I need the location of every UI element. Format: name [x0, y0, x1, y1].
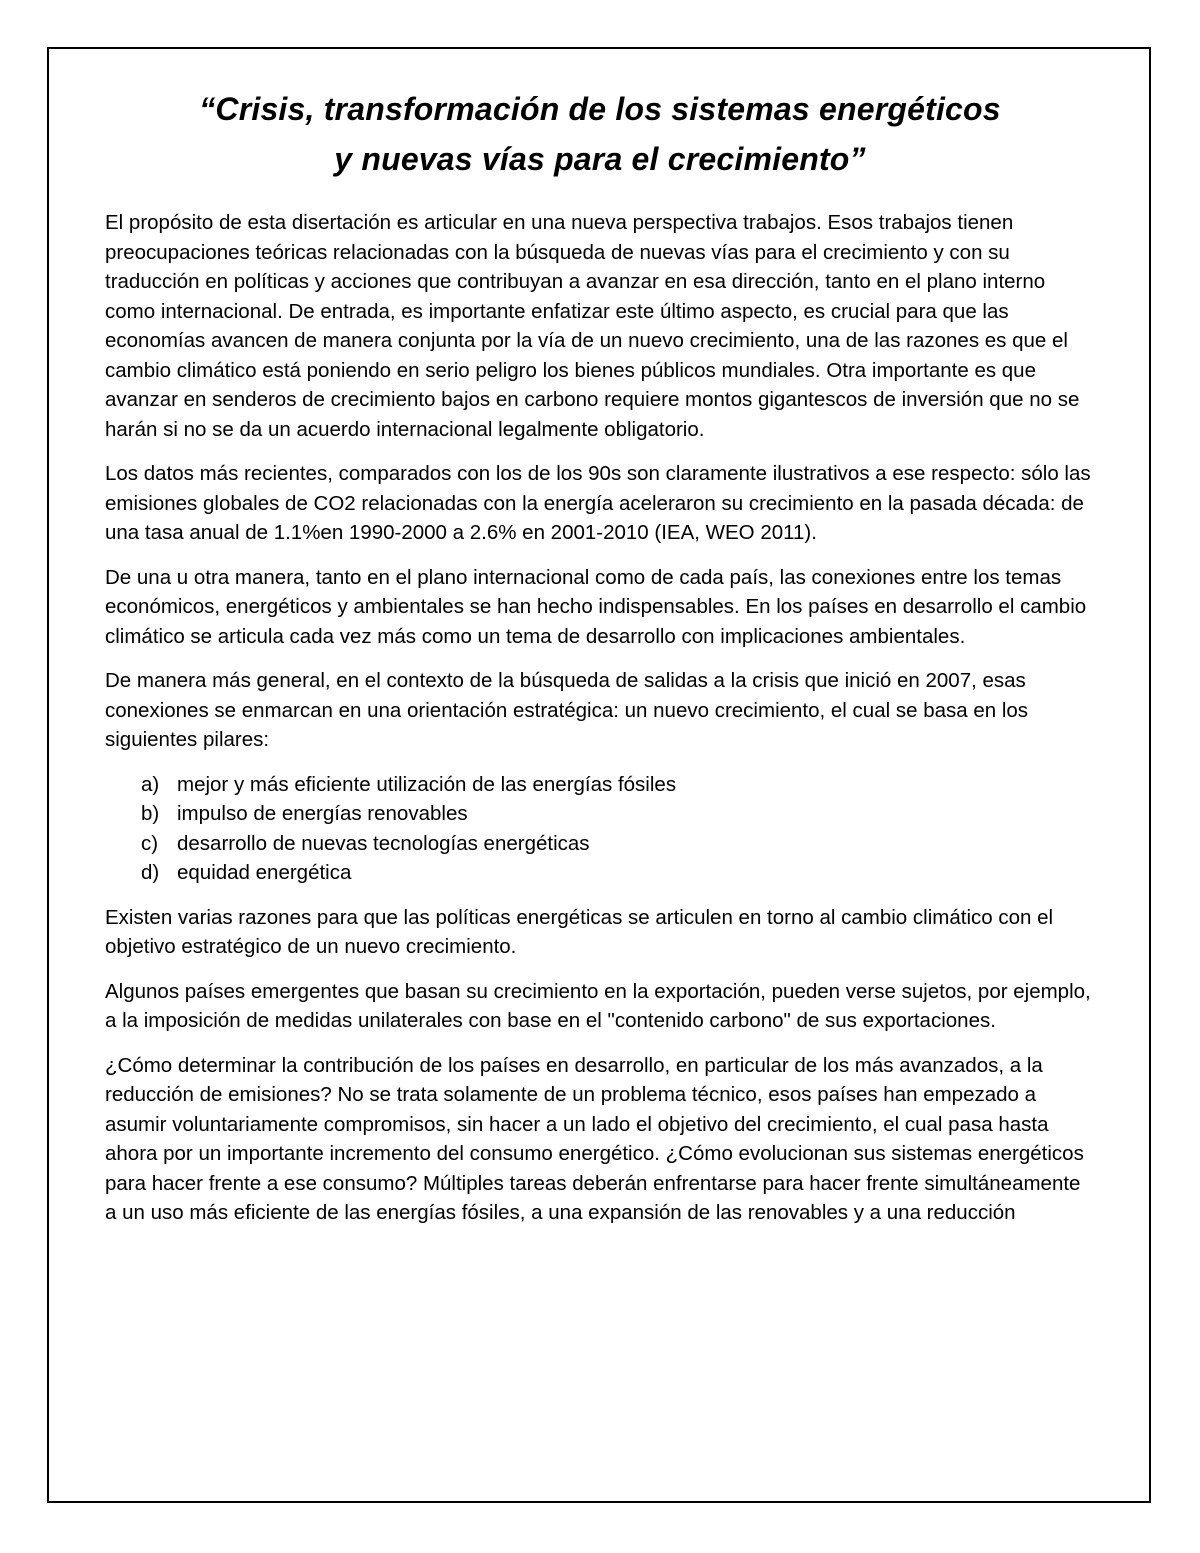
list-item	[141, 770, 1095, 800]
paragraph-intro: El propósito de esta disertación es articular en una nueva perspectiva trabajos. Esos trabajos tienen preocupaciones teóricas relacionadas con la búsqueda de nuevas vías para el crecimiento y con su traducción en políticas y acciones que contribuyan a avanzar en esa dirección, tanto en el plano interno como internacional. De entrada, es importante enfatizar este último aspecto, es crucial para que las economías avancen de manera conjunta por la vía de un nuevo crecimiento, una de las razones es que el cambio climático está poniendo en serio peligro los bienes públicos mundiales. Otra importante es que avanzar en senderos de crecimiento bajos en carbono requiere montos gigantescos de inversión que no se harán si no se da un acuerdo internacional legalmente obligatorio.	[105, 211, 1080, 441]
list-item-text: impulso de energías renovables	[177, 802, 468, 825]
title-line-1: “Crisis, transformación de los sistemas energéticos	[199, 91, 1001, 127]
paragraph-strategic-orientation: De manera más general, en el contexto de la búsqueda de salidas a la crisis que inició en 2007, esas conexiones se enmarcan en una orientación estratégica: un nuevo crecimiento, el cual se basa en los siguientes pilares:	[105, 669, 1029, 751]
list-item-marker: b)	[141, 802, 160, 825]
list-item-marker: d)	[141, 861, 160, 884]
document-body	[105, 84, 1095, 1243]
paragraph-connections: De una u otra manera, tanto en el plano internacional como de cada país, las conexiones entre los temas económicos, energéticos y ambientales se han hecho indispensables. En los países en desarrollo el cambio climático se articula cada vez más como un tema de desarrollo con implicaciones ambientales.	[105, 565, 1087, 648]
list-item	[141, 799, 1095, 829]
document-title	[105, 84, 1095, 184]
list-item-marker: a)	[141, 772, 160, 796]
list-item-text: mejor y más eficiente utilización de las energías fósiles	[177, 772, 677, 796]
list-item-text: desarrollo de nuevas tecnologías energéticas	[177, 831, 590, 855]
list-item	[141, 858, 1095, 888]
paragraph-contribution-question: ¿Cómo determinar la contribución de los países en desarrollo, en particular de los más avanzados, a la reducción de emisiones? No se trata solamente de un problema técnico, esos países han empezado a asumir voluntariamente compromisos, sin hacer a un lado el objetivo del crecimiento, el cual pasa hasta ahora por un importante incremento del consumo energético. ¿Cómo evolucionan sus sistemas energéticos para hacer frente a ese consumo? Múltiples tareas deberán enfrentarse para hacer frente simultáneamente a un uso más eficiente de las energías fósiles, a una expansión de las renovables y a una reducción	[105, 1053, 1084, 1224]
title-line-2: y nuevas vías para el crecimiento”	[334, 141, 866, 177]
list-item	[141, 829, 1095, 859]
pillars-list	[105, 770, 1095, 888]
list-item-marker: c)	[141, 831, 159, 855]
paragraph-emissions-data: Los datos más recientes, comparados con los de los 90s son claramente ilustrativos a ese respecto: sólo las emisiones globales de CO2 relacionadas con la energía aceleraron su crecimiento en la pasada década: de una tasa anual de 1.1%en 1990-2000 a 2.6% en 2001-2010 (IEA, WEO 2011).	[105, 462, 1091, 544]
paragraph-reasons: Existen varias razones para que las políticas energéticas se articulen en torno al cambio climático con el objetivo estratégico de un nuevo crecimiento.	[105, 905, 1054, 958]
paragraph-emerging-countries: Algunos países emergentes que basan su crecimiento en la exportación, pueden verse sujetos, por ejemplo, a la imposición de medidas unilaterales con base en el "contenido carbono" de sus exportaciones.	[105, 979, 1091, 1032]
list-item-text: equidad energética	[177, 861, 352, 884]
